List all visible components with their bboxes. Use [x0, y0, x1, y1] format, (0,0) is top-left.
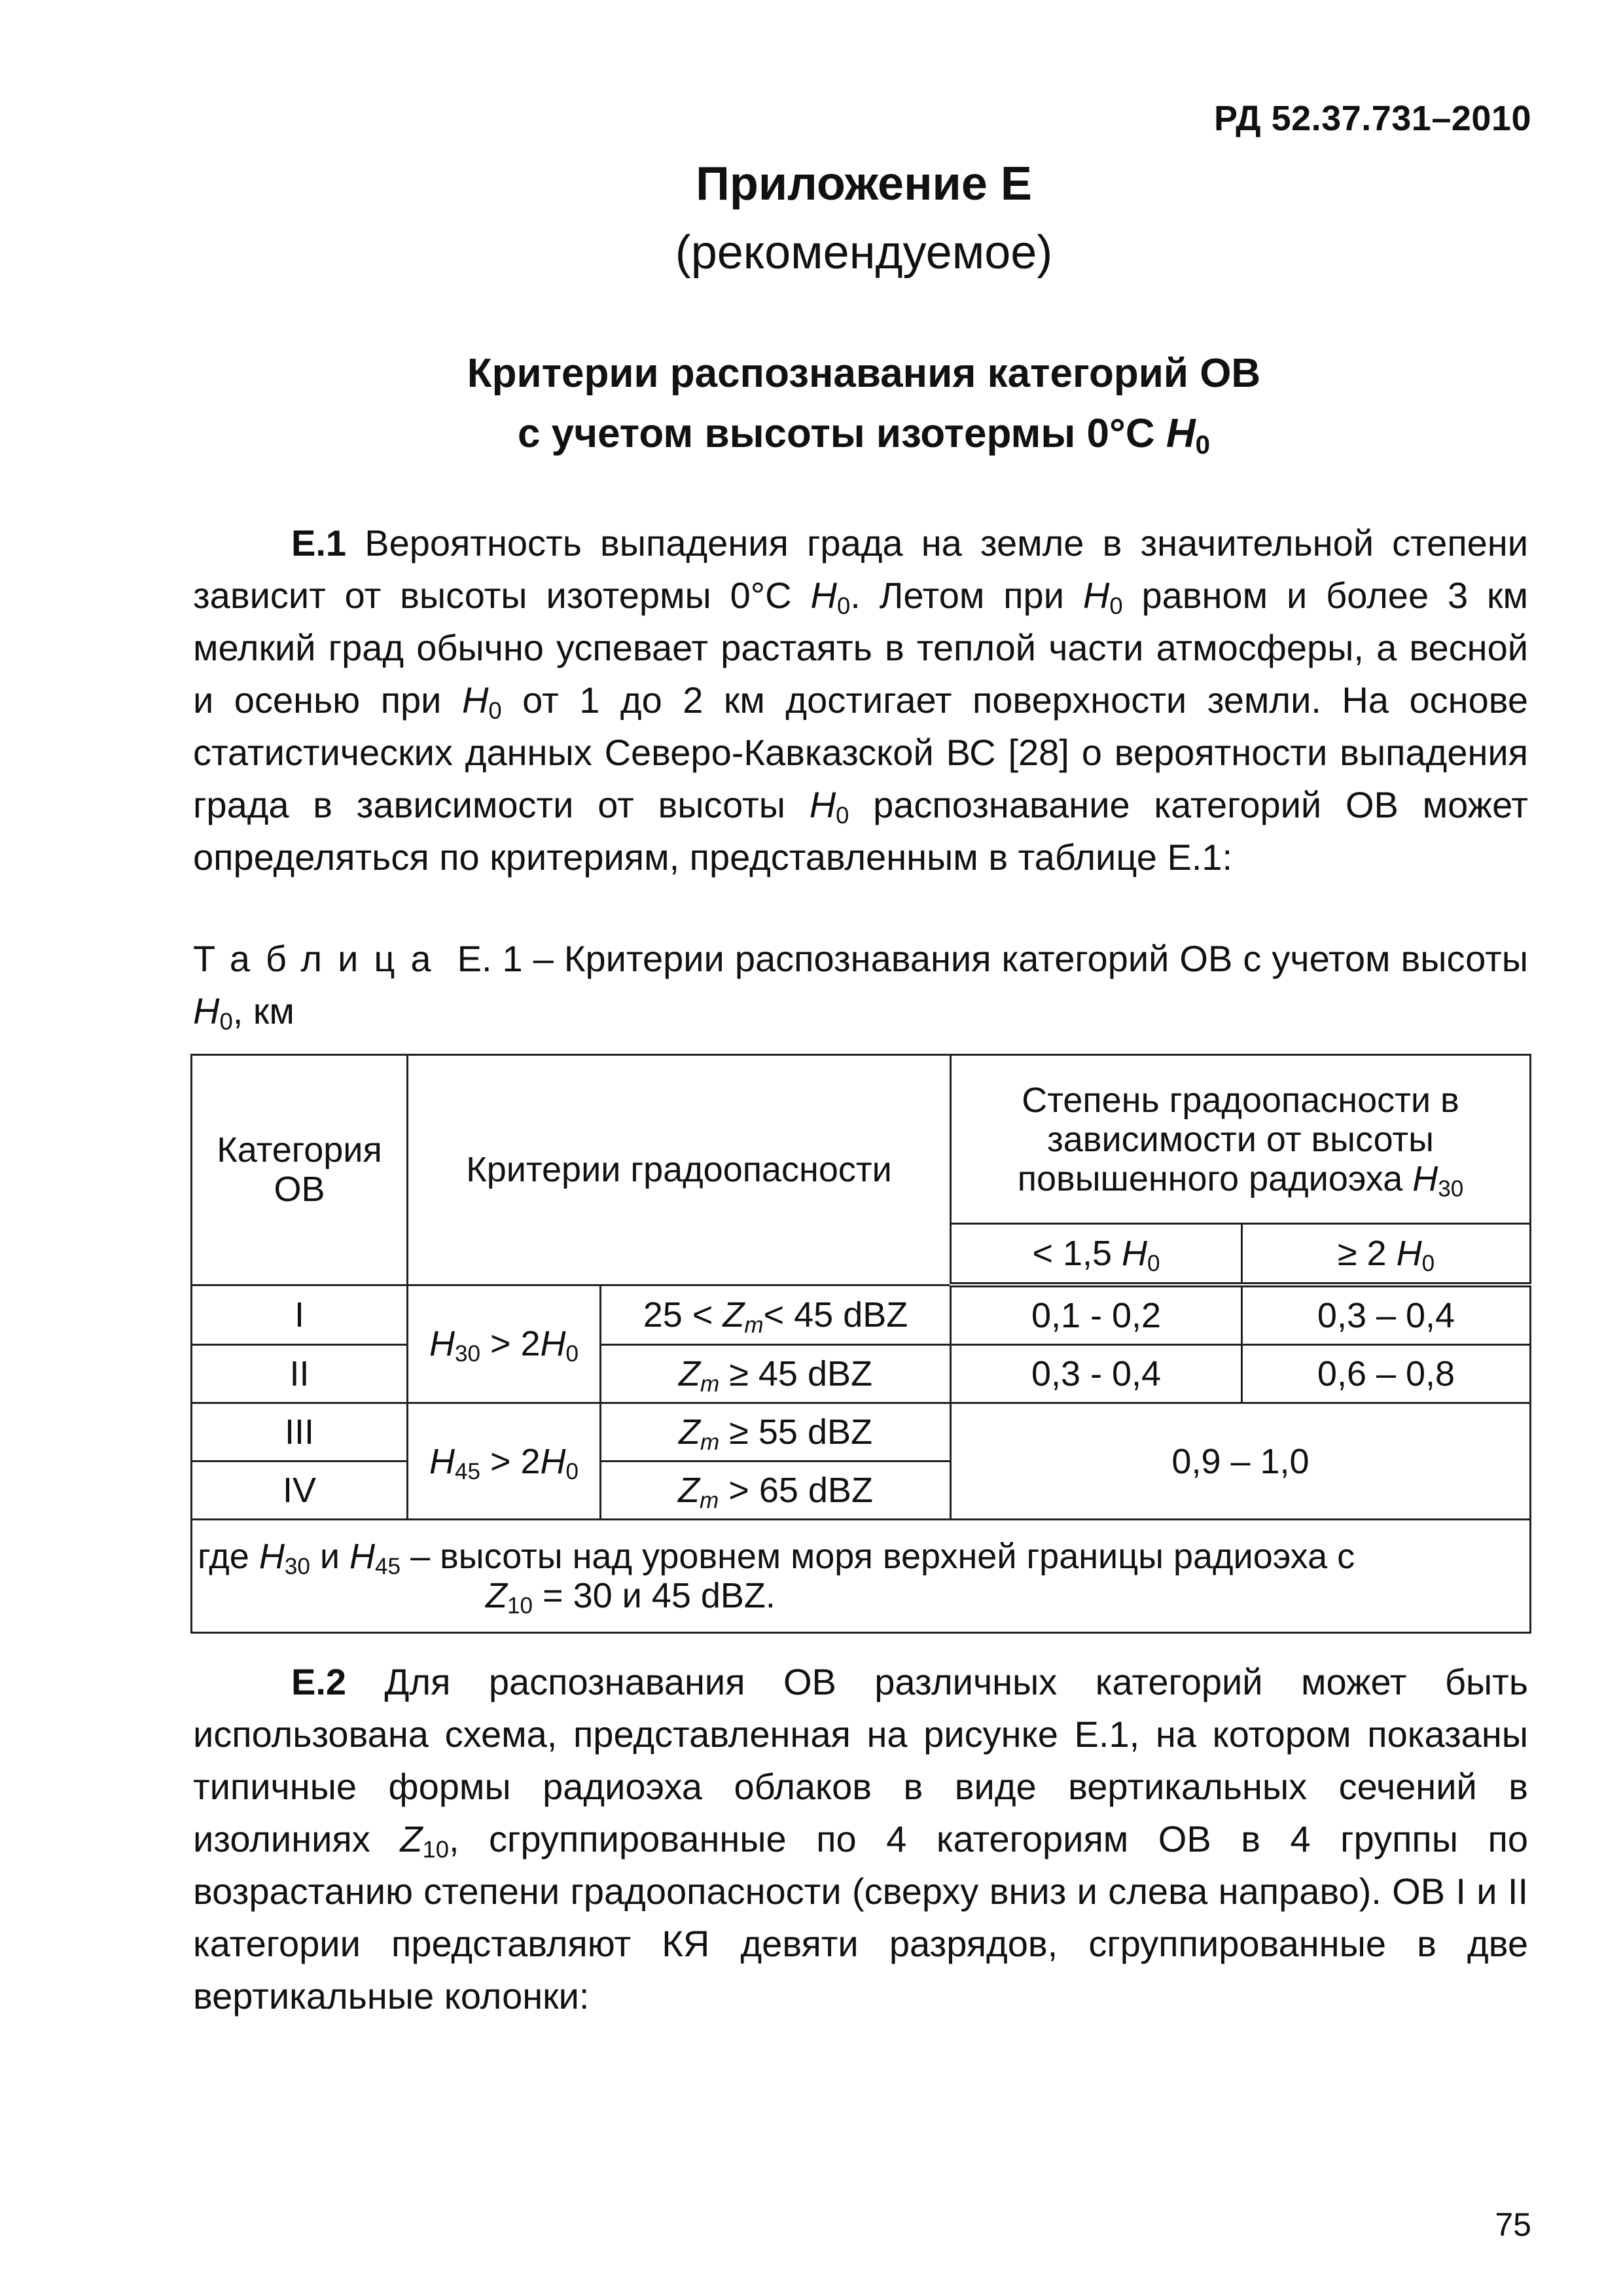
section-title-text: с учетом высоты изотермы 0°С — [517, 411, 1166, 456]
note-text: – высоты над уровнем моря верхней границы радиоэха с — [401, 1537, 1355, 1576]
section-title-line2 — [105, 404, 1623, 464]
document-code: РД 52.37.731–2010 — [1214, 99, 1531, 138]
caption-label: Таблица — [193, 938, 447, 979]
text-run: . Летом при — [850, 575, 1083, 616]
subheader-lt — [951, 1224, 1242, 1285]
var-h: H — [461, 679, 489, 721]
var-h: H — [1396, 1234, 1422, 1273]
text-run: Вероятность выпадения града на земле в значительной степени зависит от высоты изотермы 0°С — [193, 522, 1528, 616]
var-h: H — [193, 990, 220, 1031]
cell-text: 25 < — [643, 1295, 723, 1335]
var-sub: 0 — [219, 1008, 233, 1035]
text-run: от 1 до 2 км достигает поверхности земли. На основе статистических данных Северо-Кавказской ВС [28] о вероятности выпадения града в зависимости от высоты — [193, 679, 1528, 825]
var-h: H — [1122, 1234, 1148, 1273]
var-sub: 45 — [454, 1458, 480, 1484]
var-sub: 0 — [1147, 1250, 1160, 1276]
cell-condition — [601, 1285, 951, 1345]
var-sub: 0 — [565, 1458, 579, 1484]
note-text: = 30 и 45 dBZ. — [533, 1576, 776, 1615]
var-z: Z — [400, 1818, 423, 1859]
table-row — [192, 1345, 1531, 1403]
text-run: распознавание категорий ОВ может определяться по критериям, представленным в таблице Е.1: — [193, 784, 1529, 878]
paragraph-e2 — [193, 1656, 1528, 2022]
table-caption — [193, 933, 1528, 1037]
cell-category: IV — [192, 1462, 408, 1520]
cell-category: II — [192, 1345, 408, 1403]
paragraph-e1 — [193, 517, 1528, 884]
var-h: H — [429, 1324, 455, 1364]
caption-units: , км — [232, 990, 294, 1031]
cell-text: > 2 — [480, 1441, 541, 1481]
var-h: H — [540, 1324, 566, 1364]
note-line2 — [198, 1576, 1524, 1619]
table-header-row — [192, 1055, 1531, 1224]
header-degree — [951, 1055, 1531, 1224]
appendix-status: (рекомендуемое) — [675, 226, 1053, 279]
var-h: H — [429, 1441, 455, 1481]
var-sub: 0 — [1195, 430, 1211, 460]
cell-condition — [601, 1403, 951, 1462]
cell-text: < 45 dBZ — [763, 1295, 908, 1335]
var-z: Z — [678, 1471, 700, 1510]
table-note-row — [192, 1520, 1531, 1633]
var-h: H — [810, 575, 837, 616]
table-note — [192, 1520, 1531, 1633]
note-text: где — [198, 1537, 259, 1576]
cell-text: ≥ 45 dBZ — [719, 1354, 872, 1393]
var-h: H — [540, 1441, 566, 1481]
table-row — [192, 1403, 1531, 1462]
var-h: H — [1166, 411, 1196, 456]
caption-text: Е. 1 – Критерии распознавания категорий ОВ с учетом высоты — [446, 938, 1528, 979]
cell-text: ≥ 55 dBZ — [719, 1412, 872, 1452]
cell-text: > 65 dBZ — [719, 1471, 873, 1510]
var-h: H — [259, 1537, 285, 1576]
header-degree-text: Степень градоопасности в зависимости от высоты повышенного радиоэха — [1017, 1080, 1459, 1198]
cell-condition — [601, 1462, 951, 1520]
var-h: H — [349, 1537, 376, 1576]
var-sub-m: m — [700, 1487, 719, 1513]
var-sub: 0 — [488, 697, 502, 725]
cell-merged-value: 0,9 – 1,0 — [951, 1403, 1531, 1520]
var-sub: 30 — [454, 1341, 480, 1367]
subheader-ge — [1242, 1224, 1531, 1285]
var-sub: 0 — [1421, 1250, 1435, 1276]
section-heading — [0, 344, 1623, 464]
page-number: 75 — [1495, 2206, 1531, 2243]
cell-value: 0,3 - 0,4 — [951, 1345, 1242, 1403]
var-sub-m: m — [700, 1429, 720, 1455]
text-run: равном и более 3 км мелкий град обычно успевает растаять в теплой части атмосферы, а весной и осенью при — [193, 575, 1528, 721]
var-sub: 0 — [1109, 592, 1123, 620]
cell-group-h45 — [408, 1403, 601, 1520]
text-run: , сгруппированные по 4 категориям ОВ в 4 группы по возрастанию степени градоопасности (сверху вниз и слева направо). ОВ I и II категории представляют КЯ девяти разрядов, сгруппированные в две вертикальные колонки: — [193, 1818, 1528, 2017]
text-run: Для распознавания ОВ различных категорий может быть использована схема, представленная на рисунке Е.1, на котором показаны типичные формы радиоэха облаков в виде вертикальных сечений в изолиниях — [193, 1661, 1528, 1859]
var-sub: 45 — [375, 1553, 401, 1579]
clause-number: Е.2 — [291, 1661, 347, 1702]
var-z: Z — [486, 1576, 507, 1615]
var-sub: 0 — [836, 802, 849, 829]
var-sub — [700, 1371, 719, 1397]
var-sub — [744, 1312, 763, 1338]
header-criteria: Критерии градоопасности — [408, 1055, 951, 1285]
table-row — [192, 1285, 1531, 1345]
var-h: H — [1082, 575, 1110, 616]
section-title-line1: Критерии распознавания категорий ОВ — [467, 351, 1261, 396]
subheader-text: < 1,5 — [1032, 1234, 1122, 1273]
var-z: Z — [679, 1354, 700, 1393]
var-sub: 0 — [565, 1341, 579, 1367]
note-text: и — [310, 1537, 350, 1576]
cell-condition — [601, 1345, 951, 1403]
subheader-text: ≥ 2 — [1337, 1234, 1397, 1273]
cell-group-h30 — [408, 1285, 601, 1403]
cell-value: 0,1 - 0,2 — [951, 1285, 1242, 1345]
var-h: H — [1412, 1158, 1438, 1198]
var-z: Z — [679, 1412, 700, 1452]
var-sub: 30 — [1438, 1175, 1464, 1202]
cell-text: > 2 — [480, 1324, 541, 1364]
var-sub: 30 — [284, 1553, 310, 1579]
cell-category: III — [192, 1403, 408, 1462]
cell-value: 0,6 – 0,8 — [1242, 1345, 1531, 1403]
var-sub-m: m — [744, 1312, 764, 1338]
criteria-table — [190, 1054, 1531, 1634]
cell-value: 0,3 – 0,4 — [1242, 1285, 1531, 1345]
header-category: Категория ОВ — [192, 1055, 408, 1285]
cell-category: I — [192, 1285, 408, 1345]
var-sub: 10 — [422, 1836, 449, 1863]
var-sub: 10 — [507, 1592, 533, 1619]
clause-number: Е.1 — [291, 522, 347, 564]
var-sub-m: m — [700, 1371, 720, 1397]
var-sub: 0 — [836, 592, 851, 620]
var-sub — [700, 1429, 719, 1455]
var-h: H — [809, 784, 836, 825]
var-z: Z — [722, 1295, 745, 1335]
appendix-title: Приложение Е — [696, 158, 1032, 210]
var-sub — [700, 1488, 719, 1513]
